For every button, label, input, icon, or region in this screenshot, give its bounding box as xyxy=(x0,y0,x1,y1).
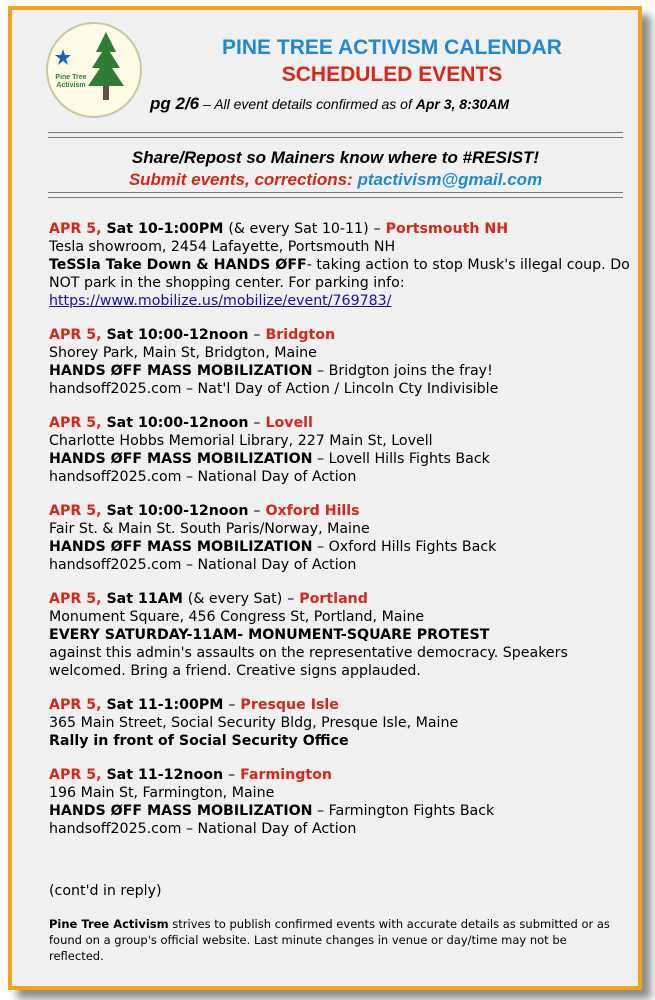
event-title: EVERY SATURDAY-11AM- MONUMENT-SQUARE PROTEST xyxy=(49,627,490,643)
page-title: PINE TREE ACTIVISM CALENDAR xyxy=(222,36,562,59)
continued-note: (cont'd in reply) xyxy=(49,883,162,899)
event-extra-line: against this admin's assaults on the representative democracy. Speakers welcomed. Bring a friend. Creative signs applauded. xyxy=(49,645,568,679)
event-desc: – Oxford Hills Fights Back xyxy=(312,539,497,555)
event-location: Charlotte Hobbs Memorial Library, 227 Main St, Lovell xyxy=(49,433,433,449)
event-date: APR 5, xyxy=(49,591,102,607)
event-city: Portsmouth NH xyxy=(385,221,509,237)
event-title: HANDS ØFF MASS MOBILIZATION xyxy=(49,539,313,555)
logo-text: Pine Tree Activism xyxy=(55,74,87,89)
event-extra: (& every Sat) xyxy=(187,591,283,607)
confirmed-date: Apr 3, 8:30AM xyxy=(415,96,510,112)
logo xyxy=(46,22,142,118)
event-time: Sat 10-1:00PM xyxy=(106,221,224,237)
event-item xyxy=(49,326,639,398)
disclaimer-org: Pine Tree Activism xyxy=(49,917,169,931)
event-header: APR 5, Sat 11-12noon – Farmington xyxy=(49,767,333,783)
event-extra-line: handsoff2025.com – National Day of Action xyxy=(49,469,357,485)
event-link[interactable]: https://www.mobilize.us/mobilize/event/769783/ xyxy=(49,293,392,309)
divider-bottom xyxy=(48,192,623,198)
submit-line xyxy=(48,170,623,190)
page-subtitle: SCHEDULED EVENTS xyxy=(281,63,503,86)
event-description xyxy=(49,256,639,292)
event-date: APR 5, xyxy=(49,415,102,431)
event-date: APR 5, xyxy=(49,697,102,713)
disclaimer xyxy=(49,916,614,964)
event-time: Sat 11AM xyxy=(106,591,183,607)
event-city: Presque Isle xyxy=(240,697,339,713)
flyer-frame xyxy=(8,6,642,990)
event-item xyxy=(49,696,639,750)
event-date: APR 5, xyxy=(49,767,102,783)
event-extra-line: handsoff2025.com – Nat'l Day of Action / Lincoln Cty Indivisible xyxy=(49,381,499,397)
event-description xyxy=(49,450,639,468)
event-header: APR 5, Sat 10:00-12noon – Oxford Hills xyxy=(49,503,360,519)
event-title: HANDS ØFF MASS MOBILIZATION xyxy=(49,363,313,379)
event-title: HANDS ØFF MASS MOBILIZATION xyxy=(49,803,313,819)
event-title: TeSSla Take Down & HANDS ØFF xyxy=(49,257,307,273)
event-location: 196 Main St, Farmington, Maine xyxy=(49,785,275,801)
disclaimer-text: strives to publish confirmed events with accurate details as submitted or as found on a group's official website. Last minute changes in venue or day/time may not be reflected. xyxy=(49,917,610,963)
submit-prefix: Submit events, corrections: xyxy=(128,170,353,189)
event-location: Shorey Park, Main St, Bridgton, Maine xyxy=(49,345,317,361)
event-extra: (& every Sat 10-11) xyxy=(228,221,369,237)
event-time: Sat 11-1:00PM xyxy=(106,697,224,713)
event-city: Farmington xyxy=(240,767,333,783)
event-header: APR 5, Sat 10:00-12noon – Bridgton xyxy=(49,327,336,343)
event-location: 365 Main Street, Social Security Bldg, Presque Isle, Maine xyxy=(49,715,459,731)
event-desc: – Bridgton joins the fray! xyxy=(312,363,493,379)
page-number: pg 2/6 xyxy=(150,94,200,113)
confirmed-prefix: All event details confirmed as of xyxy=(214,96,412,112)
event-time: Sat 11-12noon xyxy=(106,767,224,783)
event-header: APR 5, Sat 10-1:00PM (& every Sat 10-11) – Portsmouth NH xyxy=(49,221,509,237)
event-extra-line: handsoff2025.com – National Day of Action xyxy=(49,557,357,573)
event-item xyxy=(49,502,639,574)
divider-top xyxy=(48,132,623,138)
event-city: Lovell xyxy=(265,415,313,431)
event-extra-line: handsoff2025.com – National Day of Action xyxy=(49,821,357,837)
event-item xyxy=(49,766,639,838)
event-date: APR 5, xyxy=(49,221,102,237)
event-date: APR 5, xyxy=(49,327,102,343)
event-desc: – Farmington Fights Back xyxy=(312,803,495,819)
event-title: Rally in front of Social Security Office xyxy=(49,733,349,749)
email-link[interactable]: ptactivism@gmail.com xyxy=(357,170,543,189)
event-header: APR 5, Sat 11AM (& every Sat) – Portland xyxy=(49,591,368,607)
event-item xyxy=(49,590,639,680)
event-time: Sat 10:00-12noon xyxy=(106,503,249,519)
event-desc: - taking action to stop Musk's illegal coup. Do NOT park in the shopping center. For parking info: xyxy=(49,257,630,291)
event-header: APR 5, Sat 11-1:00PM – Presque Isle xyxy=(49,697,339,713)
event-time: Sat 10:00-12noon xyxy=(106,415,249,431)
page-info xyxy=(150,94,650,114)
event-item xyxy=(49,220,639,310)
event-location: Monument Square, 456 Congress St, Portland, Maine xyxy=(49,609,425,625)
share-line: Share/Repost so Mainers know where to #RESIST! xyxy=(131,148,540,167)
event-description xyxy=(49,362,639,380)
event-header: APR 5, Sat 10:00-12noon – Lovell xyxy=(49,415,313,431)
event-title: HANDS ØFF MASS MOBILIZATION xyxy=(49,451,313,467)
pine-tree-icon xyxy=(48,24,140,116)
event-city: Portland xyxy=(299,591,368,607)
event-city: Bridgton xyxy=(265,327,336,343)
events-list xyxy=(49,220,639,854)
page-dash: – xyxy=(203,96,211,112)
event-location: Fair St. & Main St. South Paris/Norway, Maine xyxy=(49,521,370,537)
event-desc: – Lovell Hills Fights Back xyxy=(312,451,490,467)
star-icon xyxy=(55,49,71,65)
event-description xyxy=(49,538,639,556)
event-location: Tesla showroom, 2454 Lafayette, Portsmouth NH xyxy=(49,239,396,255)
event-item xyxy=(49,414,639,486)
event-date: APR 5, xyxy=(49,503,102,519)
event-description xyxy=(49,802,639,820)
event-city: Oxford Hills xyxy=(265,503,360,519)
event-time: Sat 10:00-12noon xyxy=(106,327,249,343)
